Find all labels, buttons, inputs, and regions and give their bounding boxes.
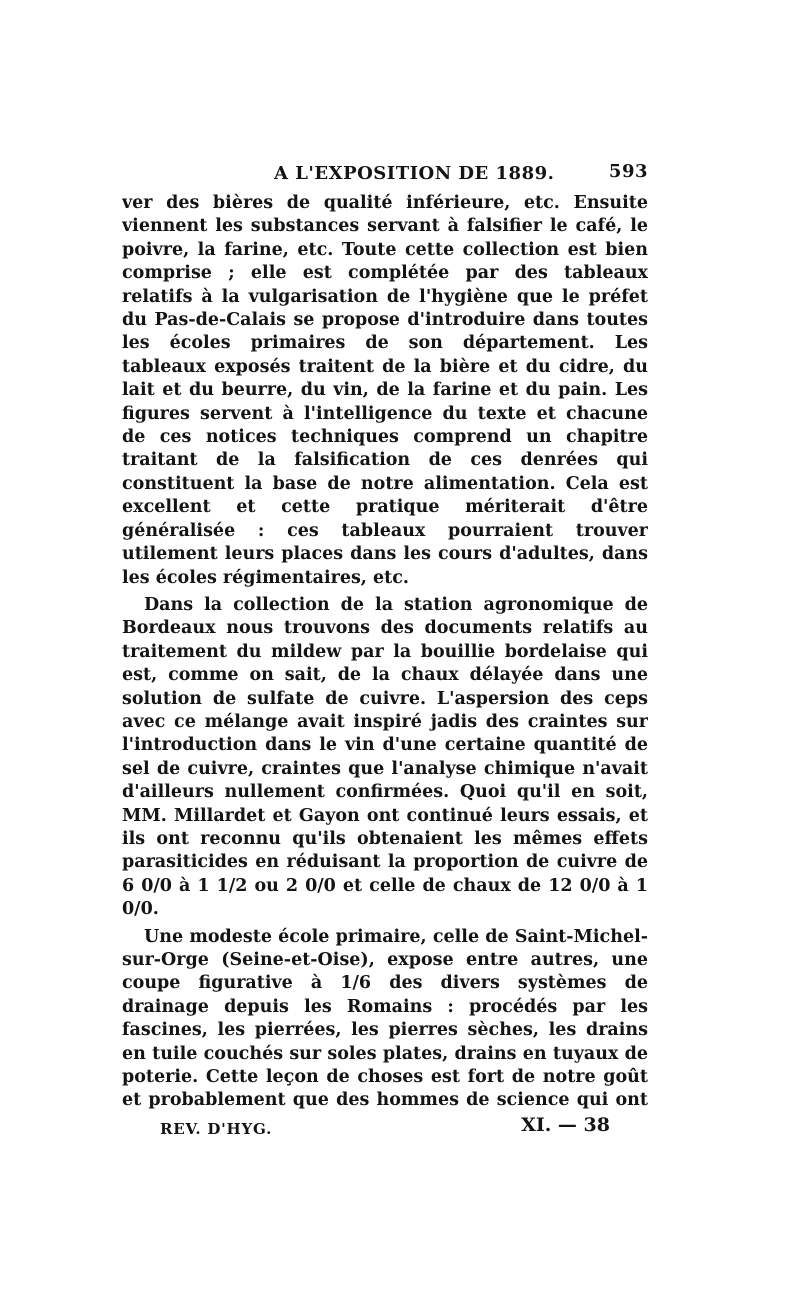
- page-number: 593: [608, 161, 648, 182]
- printer-signature: XI. — 38: [521, 1114, 610, 1136]
- running-head: [122, 157, 648, 187]
- body-text: [122, 192, 648, 1112]
- paragraph-falsification-tables: ver des bières de qualité inférieure, etc. Ensuite viennent les substances servant à falsifier le café, le poivre, la farine, etc. Toute cette collection est bien comprise ; elle est complétée par des tableaux relatifs à la vulgarisation de l'hygiène que le préfet du Pas-de-Calais se propose d'introduire dans toutes les écoles primaires de son département. Les tableaux exposés traitent de la bière et du cidre, du lait et du beurre, du vin, de la farine et du pain. Les figures servent à l'intelligence du texte et chacune de ces notices techniques comprend un chapitre traitant de la falsification de ces denrées qui constituent la base de notre alimentation. Cela est excellent et cette pratique mériterait d'être généralisée : ces tableaux pourraient trouver utilement leurs places dans les cours d'adultes, dans les écoles régimentaires, etc.: [122, 193, 648, 588]
- paragraph-primary-school-drainage: Une modeste école primaire, celle de Saint-Michel-sur-Orge (Seine-et-Oise), expose entre autres, une coupe figurative à 1/6 des divers systèmes de drainage depuis les Romains : procédés par les fascines, les pierrées, les pierres sèches, les drains en tuile couchés sur soles plates, drains en tuyaux de poterie. Cette leçon de choses est fort de notre goût et probablement que des hommes de science qui ont: [122, 926, 648, 1111]
- paragraph-bordeaux-station: Dans la collection de la station agronomique de Bordeaux nous trouvons des documents relatifs au traitement du mildew par la bouillie bordelaise qui est, comme on sait, de la chaux délayée dans une solution de sulfate de cuivre. L'aspersion des ceps avec ce mélange avait inspiré jadis des craintes sur l'introduction dans le vin d'une certaine quantité de sel de cuivre, craintes que l'analyse chimique n'avait d'ailleurs nullement confirmées. Quoi qu'il en soit, MM. Millardet et Gayon ont continué leurs essais, et ils ont reconnu qu'ils obtenaient les mêmes effets parasiticides en réduisant la proportion de cuivre de 6 0/0 à 1 1/2 ou 2 0/0 et celle de chaux de 12 0/0 à 1 0/0.: [122, 594, 648, 920]
- signature-line: [160, 1112, 610, 1144]
- running-title: A L'EXPOSITION DE 1889.: [274, 163, 555, 184]
- journal-abbreviation: REV. D'HYG.: [160, 1120, 273, 1138]
